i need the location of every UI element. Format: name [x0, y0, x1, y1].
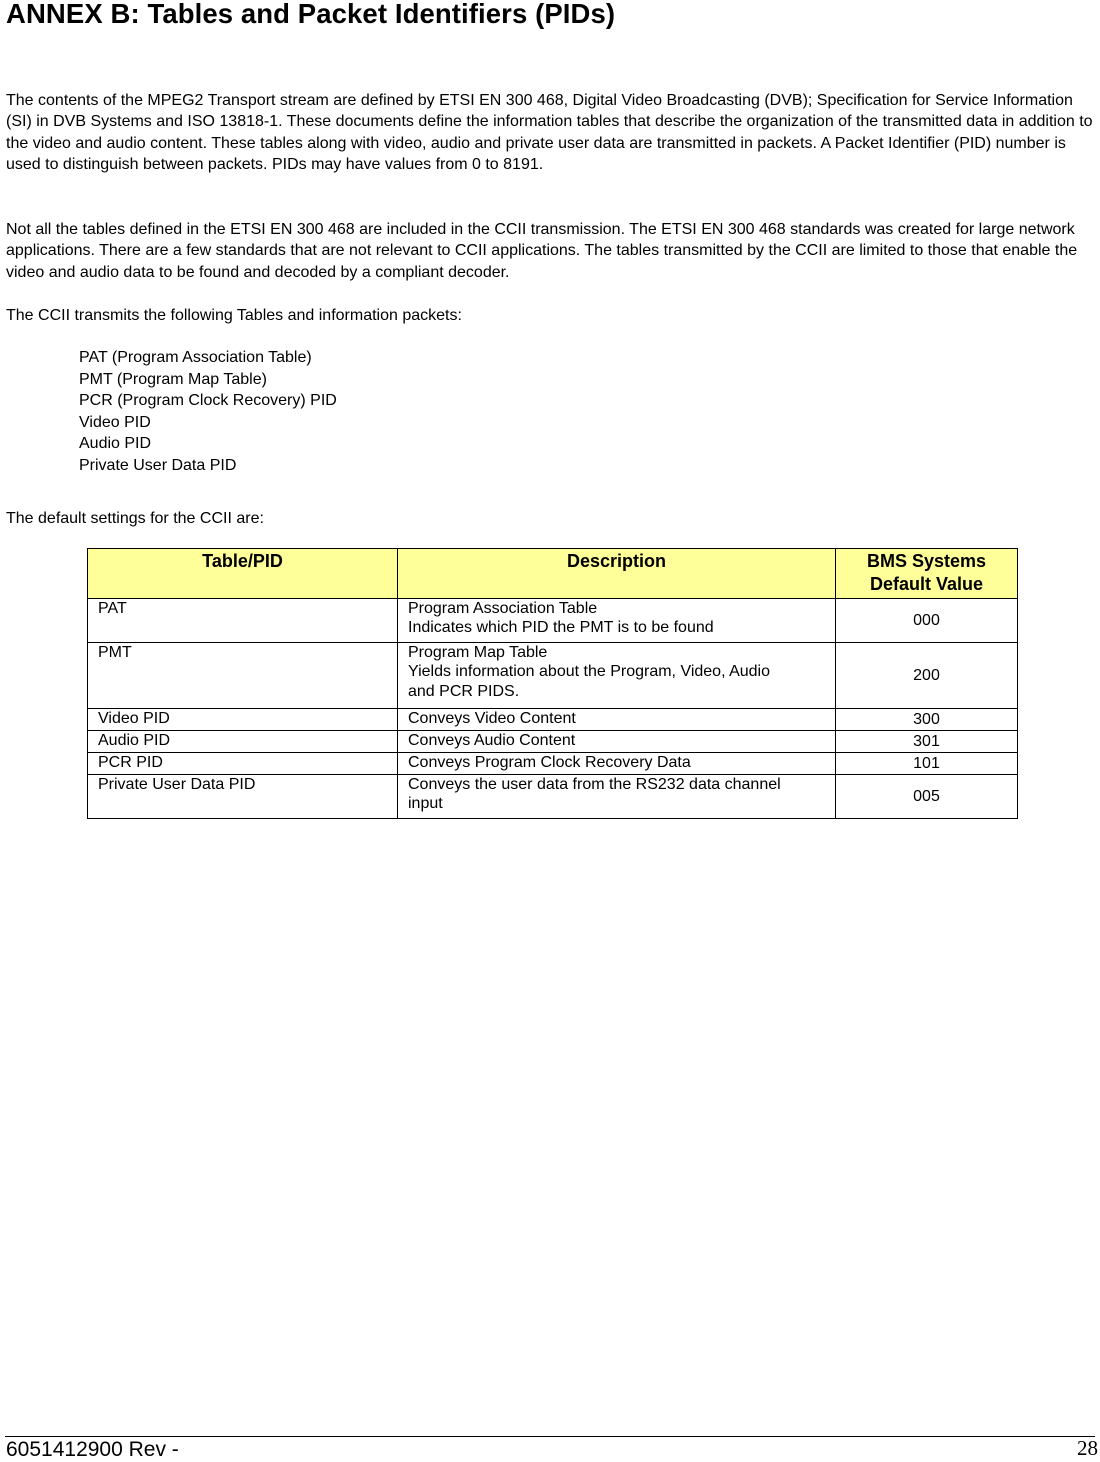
cell-value: 301: [836, 731, 1018, 753]
list-item: PMT (Program Map Table): [79, 370, 267, 388]
description-line: Conveys Program Clock Recovery Data: [408, 754, 691, 771]
cell-value: 300: [836, 709, 1018, 731]
list-item: PCR (Program Clock Recovery) PID: [79, 392, 337, 410]
page-number: 28: [1077, 1436, 1098, 1460]
cell-name: Video PID: [88, 709, 398, 731]
footer-divider: [5, 1436, 1095, 1437]
cell-name: Audio PID: [88, 731, 398, 753]
cell-name: PCR PID: [88, 753, 398, 775]
cell-value: 000: [836, 599, 1018, 643]
list-item: Private User Data PID: [79, 456, 237, 474]
cell-description: [398, 599, 836, 643]
cell-name: PAT: [88, 599, 398, 643]
intro-paragraph: The contents of the MPEG2 Transport stream are defined by ETSI EN 300 468, Digital Video Broadcasting (DVB); Specification for Service Information (SI) in DVB Systems and ISO 13818-1. These documents define the information tables that describe the organization of the transmitted data in addition to the video and audio content. These tables along with video, audio and private user data are transmitted in packets. A Packet Identifier (PID) number is used to distinguish between packets. PIDs may have values from 0 to 8191.: [6, 92, 1093, 173]
cell-name: PMT: [88, 643, 398, 709]
header-description: Description: [398, 549, 836, 599]
description-line: Indicates which PID the PMT is to be found: [408, 619, 714, 637]
table-row: [88, 643, 1018, 709]
cell-description: [398, 709, 836, 731]
description-line: Program Association Table: [408, 600, 598, 617]
list-item: Audio PID: [79, 435, 152, 453]
page-title: ANNEX B: Tables and Packet Identifiers (PIDs): [6, 0, 616, 29]
table-row: [88, 775, 1018, 819]
table-row: [88, 731, 1018, 753]
description-line: Conveys Audio Content: [408, 732, 576, 749]
cell-description: [398, 753, 836, 775]
cell-value: 200: [836, 643, 1018, 709]
pid-defaults-table: [87, 548, 1018, 819]
cell-name: Private User Data PID: [88, 775, 398, 819]
transmits-paragraph: The CCII transmits the following Tables and information packets:: [6, 307, 462, 324]
cell-description: [398, 775, 836, 819]
scope-paragraph: Not all the tables defined in the ETSI EN 300 468 are included in the CCII transmission. The ETSI EN 300 468 standards was created for large network applications. There are a few standards that are not relevant to CCII applications. The tables transmitted by the CCII are limited to those that enable the video and audio data to be found and decoded by a compliant decoder.: [6, 221, 1078, 281]
table-row: [88, 709, 1018, 731]
cell-value: 101: [836, 753, 1018, 775]
description-line: Yields information about the Program, Video, Audio and PCR PIDS.: [408, 663, 770, 700]
document-number: 6051412900 Rev -: [6, 1438, 179, 1461]
table-header-row: [88, 549, 1018, 599]
table-row: [88, 753, 1018, 775]
cell-value: 005: [836, 775, 1018, 819]
header-table-pid: Table/PID: [88, 549, 398, 599]
description-line: Conveys the user data from the RS232 data channel input: [408, 776, 781, 813]
table-row: [88, 599, 1018, 643]
header-default-value: BMS Systems Default Value: [836, 549, 1018, 599]
description-line: Program Map Table: [408, 644, 548, 661]
cell-description: [398, 731, 836, 753]
transmitted-items-list: [79, 347, 337, 477]
description-line: Conveys Video Content: [408, 710, 576, 727]
list-item: PAT (Program Association Table): [79, 349, 312, 366]
defaults-paragraph: The default settings for the CCII are:: [6, 510, 264, 527]
list-item: Video PID: [79, 413, 151, 431]
cell-description: [398, 643, 836, 709]
